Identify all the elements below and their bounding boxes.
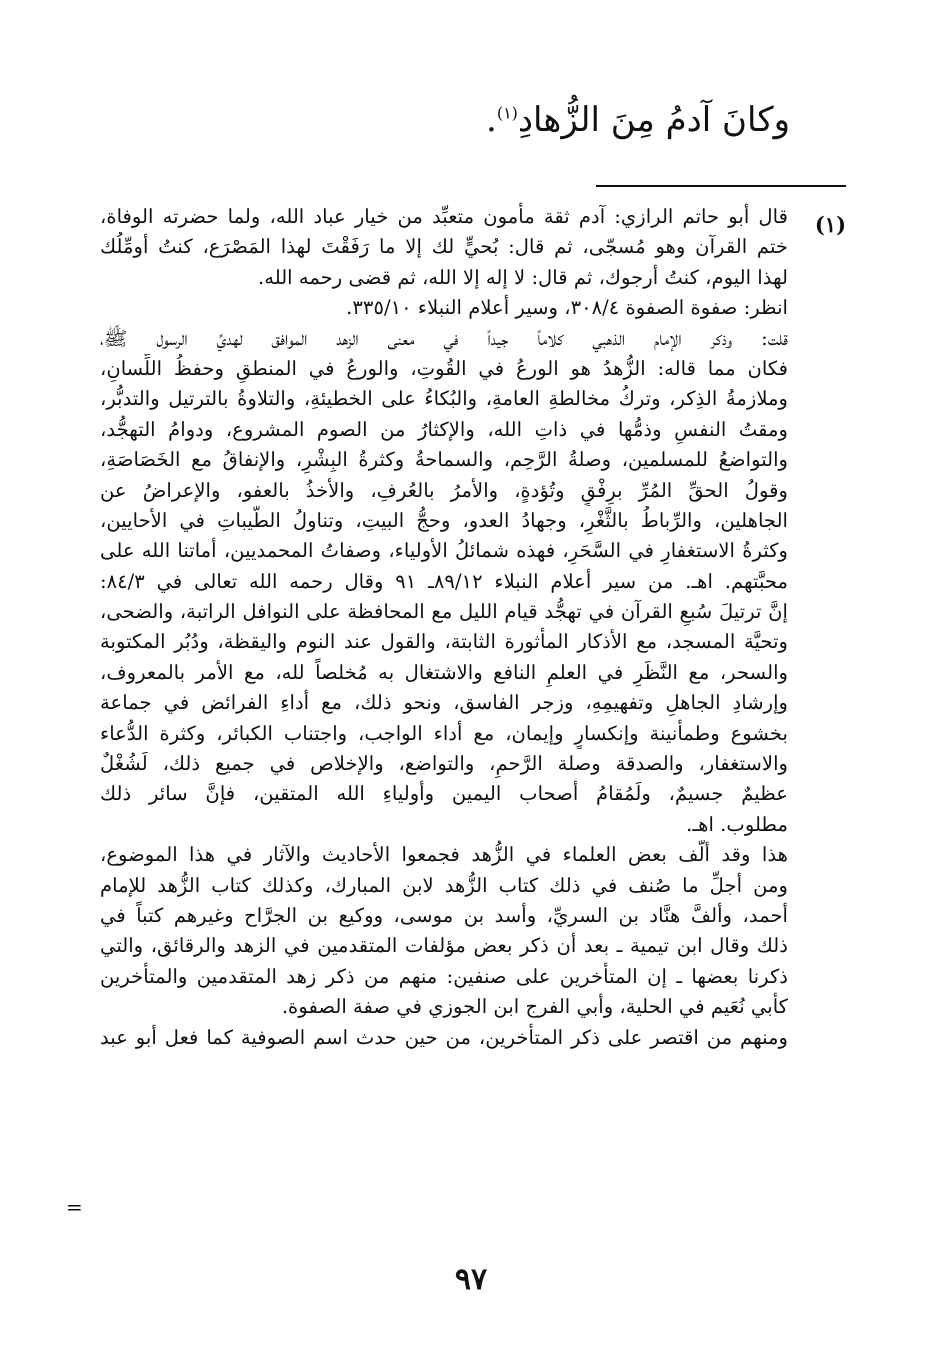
main-text-period: . [486, 100, 497, 140]
footnote-line: والتواضعُ للمسلمين، وصلةُ الرَّحِم، والسماحةُ وكثرةُ البِشْرِ، والإنفاقُ مع الخَصَاصَةِ، [100, 448, 788, 472]
footnote-line: قال أبو حاتم الرازي: آدم ثقة مأمون متعبِّد من خيار عباد الله، ولما حضرته الوفاة، [100, 205, 788, 228]
footnote-line: والاستغفار، والصدقة وصلة الرَّحمِ، والتواضع، والإخلاص في جميع ذلك، لَشُغْلٌ [100, 752, 788, 776]
footnote-line: فكان مما قاله: الزُّهدُ هو الورعُ في القُوتِ، والورعُ في المنطقِ وحفظُ اللِّسانِ، [100, 356, 788, 380]
main-text-line [486, 100, 790, 140]
footnote-line: هذا وقد ألَّف بعض العلماء في الزُّهد فجمعوا الأحاديث والآثار في هذا الموضوع، [100, 843, 788, 867]
footnote-line: وإرشادِ الجاهلِ وتفهيمِهِ، وزجر الفاسق، ونحو ذلك، مع أداءِ الفرائض في جماعة [100, 691, 788, 715]
footnote-line: الجاهلين، والرِّباطُ بالثَّغْرِ، وجهادُ العدو، وحجُّ البيتِ، وتناولُ الطَّيباتِ في الأحايين، [100, 508, 788, 532]
continuation-mark: = [66, 1195, 83, 1219]
footnote-marker: (١) [814, 212, 846, 237]
footnote-line: لهذا اليوم، كنتُ أرجوك، ثم قال: لا إله إلا الله، ثم قضى رحمه الله. [257, 265, 788, 289]
footnote-line: ومنهم من اقتصر على ذكر المتأخرين، من حين حدث اسم الصوفية كما فعل أبو عبد [100, 1025, 788, 1049]
footnote-line: وملازمةُ الذِكر، وتركُ مخالطةِ العامةِ، والبُكاءُ على الخطيئةِ، والتلاوةُ بالترتيل والتدبُّر، [100, 387, 788, 411]
main-text: وكانَ آدمُ مِنَ الزُّهادِ [517, 100, 790, 140]
page-number: ٩٧ [454, 1262, 488, 1297]
footnote-line: ذلك وقال ابن تيمية ـ بعد أن ذكر بعض مؤلفات المتقدمين في الزهد والرقائق، والتي [100, 934, 788, 958]
footnote-line: عظيمٌ جسيمٌ، ولَمُقامُ أصحاب اليمين وأولياءِ الله المتقين، فإنَّ سائر ذلك [100, 782, 788, 806]
footnote-line: ومقتُ النفسِ وذمُّها في ذاتِ الله، والإكثارُ من الصوم المشروع، ودوامُ التهجُّد، [100, 417, 788, 441]
footnote-line: بخشوع وطمأنينة وإنكسارٍ وإيمان، مع أداء الواجب، واجتناب الكبائر، وكثرة الدُّعاء [100, 721, 788, 745]
footnote-line: والسحر، مع النَّظَرِ في العلمِ النافع والاشتغال به مُخلصاً لله، مع الأمر بالمعروف، [100, 660, 788, 684]
footnote-line: ذكرنا بعضها ـ إن المتأخرين على صنفين: منهم من ذكر زهد المتقدمين والمتأخرين [100, 964, 788, 988]
footnote-line: وقولُ الحقِّ المُرِّ برِفْقٍ وتُؤدةٍ، والأمرُ بالعُرفِ، والأخذُ بالعفو، والإعراضُ عن [100, 478, 788, 502]
footnote-line: أحمد، وألفَّ هنَّاد بن السريِّ، وأسد بن موسى، ووكيع بن الجرَّاح وغيرهم كتباً في [100, 903, 788, 927]
footnote-separator [596, 185, 846, 187]
footnote-line: ومن أجلِّ ما صُنف في ذلك كتاب الزُّهد لابن المبارك، وكذلك كتاب الزُّهد للإمام [100, 873, 788, 897]
footnote-line: وكثرةُ الاستغفارِ في السَّحَرِ، فهذه شمائلُ الأولياء، وصفاتُ المحمديين، أماتنا الله على [100, 539, 788, 563]
footnote-reference: (١) [496, 103, 518, 123]
footnote-line: محبَّتهم. اهـ. من سير أعلام النبلاء ٨٩/١٢ـ ٩١ وقال رحمه الله تعالى في ٨٤/٣: [100, 569, 788, 593]
footnote-body [100, 202, 788, 1053]
footnote-line: وتحيَّة المسجد، مع الأذكار المأثورة الثابتة، والقول عند النوم واليقظة، ودُبُر المكتوبة [100, 630, 788, 654]
footnote-line: ختم القرآن وهو مُسجّى، ثم قال: بُحيٍّ لك إلا ما رَفَقْتَ لهذا المَصْرَع، كنتُ أومِّلُك [100, 235, 788, 259]
footnote-line: انظر: صفوة الصفوة ٣٠٨/٤، وسير أعلام النبلاء ٣٣٥/١٠. [346, 296, 788, 320]
footnote-line: مطلوب. اهـ. [686, 812, 788, 836]
footnote-line: قلت: وذكر الإمام الذهبي كلاماً جيداً في معنى الزهد الموافق لهديِّ الرسول ﷺ، [100, 326, 788, 350]
footnote-line: كأبي نُعَيم في الحلية، وأبي الفرج ابن الجوزي في صفة الصفوة. [281, 995, 788, 1019]
footnote-line: إنَّ ترتيلَ سُبعِ القرآن في تهجُّد قيام الليل مع المحافظة على النوافل الراتبة، والضحى، [100, 600, 788, 624]
